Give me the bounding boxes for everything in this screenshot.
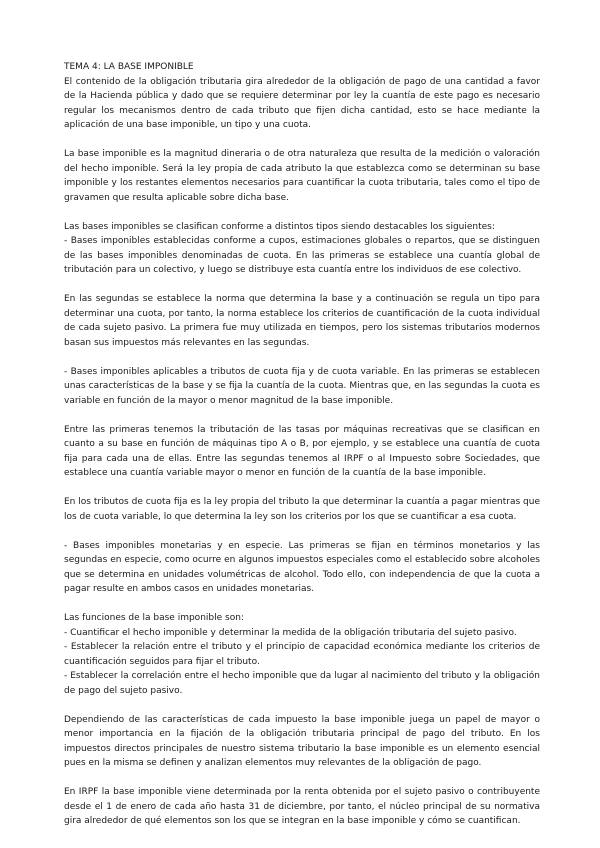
paragraph-irpf: En IRPF la base imponible viene determinada por la renta obtenida por el sujeto pasivo o contribuyente desde el 1 de enero de cada año hasta 31 de diciembre, por tanto, el núcleo principal de su normativa gira alrededor de qué elementos son los que se integran en la base imponible y cómo se cuantifican. bbox=[64, 787, 540, 826]
paragraph-classification-intro: Las bases imponibles se clasifican conforme a distintos tipos siendo destacables los siguientes: bbox=[64, 221, 495, 232]
paragraph-importance: Dependiendo de las características de cada impuesto la base imponible juega un papel de mayor o menor importancia en la fijación de la obligación tributaria principal de pago del tributo. En los impuestos directos principales de nuestro sistema tributario la base imponible es un elemento esencial pues en la misma se definen y analizan elementos muy relevantes de la obligación de pago. bbox=[64, 714, 540, 768]
function-item: - Cuantificar el hecho imponible y determinar la medida de la obligación tributaria del sujeto pasivo. bbox=[64, 627, 517, 638]
function-item: - Establecer la correlación entre el hecho imponible que da lugar al nacimiento del tributo y la obligación de pago del sujeto pasivo. bbox=[64, 671, 540, 696]
function-item: - Establecer la relación entre el tributo y el principio de capacidad económica mediante los criterios de cuantificación seguidos para fijar el tributo. bbox=[64, 642, 540, 667]
paragraph-fixed-variable: - Bases imponibles aplicables a tributos de cuota fija y de cuota variable. En las primeras se establecen unas características de la base y se fija la cuantía de la cuota. Mientras que, en las segundas la cuota es variable en función de la mayor o menor magnitud de la base imponible. bbox=[64, 366, 540, 406]
document-page bbox=[64, 60, 540, 843]
paragraph-fixed-quota-law: En los tributos de cuota fija es la ley propia del tributo la que determinar la cuantía a pagar mientras que los de cuota variable, lo que determina la ley son los criterios por los que se cuantificar a esa cuota. bbox=[64, 497, 540, 522]
paragraph-classification-cupos: - Bases imponibles establecidas conforme a cupos, estimaciones globales o repartos, que se distinguen de las bases imponibles denominadas de cuota. En las primeras se establece una cuantía global de tributación para un colectivo, y luego se distribuye esta cuantía entre los individuos de ese colectivo. bbox=[64, 236, 540, 275]
paragraph-second-type: En las segundas se establece la norma que determina la base y a continuación se regula un tipo para determinar una cuota, por tanto, la norma establece los criterios de cuantificación de la cuota individual de cada sujeto pasivo. La primera fue muy utilizada en tiempos, pero los sistemas tributarios modernos basan sus impuestos más relevantes en las segundas. bbox=[64, 294, 540, 348]
paragraph-monetary-kind: - Bases imponibles monetarias y en especie. Las primeras se fijan en términos monetarios y las segundas en especie, como ocurre en algunos impuestos especiales como el establecido sobre alcoholes que se determina en unidades volumétricas de alcohol. Todo ello, con independencia de que la cuota a pagar resulte en ambos casos en unidades monetarias. bbox=[64, 540, 540, 594]
paragraph-definition: La base imponible es la magnitud dineraria o de otra naturaleza que resulta de la medición o valoración del hecho imponible. Será la ley propia de cada atributo la que establezca como se determinan su base imponible y los restantes elementos necesarios para cuantificar la cuota tributaria, tales como el tipo de gravamen que resulta aplicable sobre dicha base. bbox=[64, 149, 540, 203]
document-title: TEMA 4: LA BASE IMPONIBLE bbox=[64, 62, 194, 72]
functions-intro: Las funciones de la base imponible son: bbox=[64, 613, 244, 623]
paragraph-examples: Entre las primeras tenemos la tributación de las tasas por máquinas recreativas que se clasifican en cuanto a su base en función de máquinas tipo A o B, por ejemplo, y se establece una cuantía de cuota fija para cada una de ellas. Entre las segundas tenemos al IRPF o al Impuesto sobre Sociedades, que establece una cuantía variable mayor o menor en función de la cuantía de la base imponible. bbox=[64, 424, 540, 478]
paragraph-intro: El contenido de la obligación tributaria gira alrededor de la obligación de pago de una cantidad a favor de la Hacienda pública y dado que se requiere determinar por ley la cuantía de este pago es necesario regular los mecanismos dentro de cada tributo que fijen dicha cantidad, esto se hace mediante la aplicación de una base imponible, un tipo y una cuota. bbox=[64, 76, 540, 130]
